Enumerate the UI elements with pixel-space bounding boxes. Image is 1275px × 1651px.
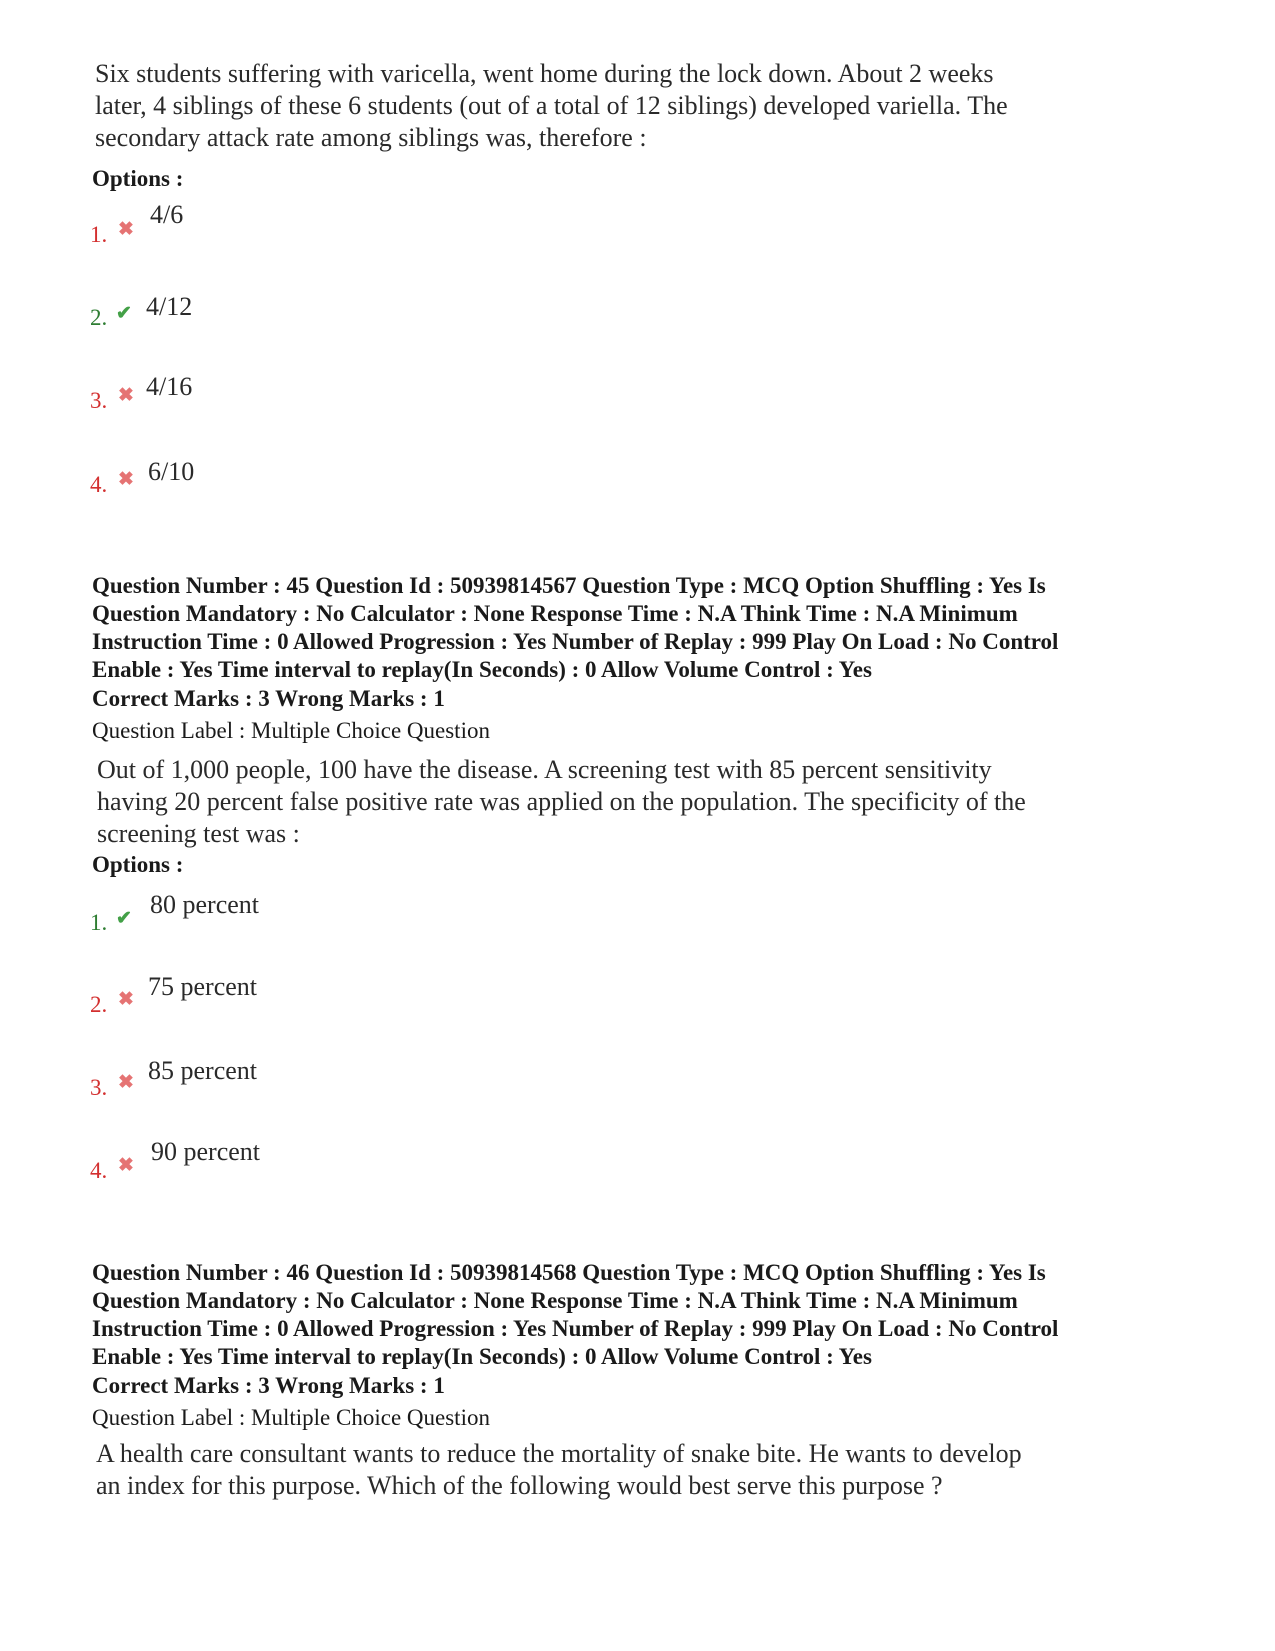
wrong-mark-icon: ✖ [118, 1072, 134, 1093]
option-text: 4/16 [146, 372, 193, 401]
wrong-mark-icon: ✖ [118, 219, 134, 240]
option-number: 3. [90, 388, 108, 413]
option-number: 2. [90, 305, 108, 330]
wrong-mark-icon: ✖ [118, 989, 134, 1010]
option-text: 4/6 [150, 200, 184, 229]
question-label: Question Label : Multiple Choice Question [92, 1405, 490, 1430]
option-number: 1. [90, 222, 108, 247]
option-number: 4. [90, 472, 108, 497]
option-text: 90 percent [151, 1137, 261, 1166]
question-stem: Six students suffering with varicella, went home during the lock down. About 2 weeks later, 4 siblings of these 6 students (out of a total of 12 siblings) developed variella. The secondary attack rate among siblings was, therefore : [95, 59, 1008, 152]
options-heading: Options : [92, 166, 184, 191]
question-meta: Question Number : 45 Question Id : 50939814567 Question Type : MCQ Option Shuffling : Yes Is Question Mandatory : No Calculator : None Response Time : N.A Think Time : N.A Minimum Instruction Time : 0 Allowed Progression : Yes Number of Replay : 999 Play On Load : No Control Enable : Yes Time interval to replay(In Seconds) : 0 Allow Volume Control : Yes [92, 573, 1059, 682]
option-number: 2. [90, 992, 108, 1017]
question-stem: Out of 1,000 people, 100 have the disease. A screening test with 85 percent sensitivity having 20 percent false positive rate was applied on the population. The specificity of the screening test was : [97, 755, 1026, 848]
option-number: 3. [90, 1075, 108, 1100]
correct-mark-icon: ✔ [116, 908, 132, 929]
wrong-mark-icon: ✖ [118, 385, 134, 406]
option-text: 4/12 [146, 292, 193, 321]
question-stem: A health care consultant wants to reduce the mortality of snake bite. He wants to develop an index for this purpose. Which of the following would best serve this purpose ? [96, 1439, 1022, 1500]
marks-info: Correct Marks : 3 Wrong Marks : 1 [92, 686, 445, 711]
question-label: Question Label : Multiple Choice Question [92, 718, 490, 743]
wrong-mark-icon: ✖ [118, 1155, 134, 1176]
options-heading: Options : [92, 852, 184, 877]
wrong-mark-icon: ✖ [118, 469, 134, 490]
question-meta: Question Number : 46 Question Id : 50939814568 Question Type : MCQ Option Shuffling : Yes Is Question Mandatory : No Calculator : None Response Time : N.A Think Time : N.A Minimum Instruction Time : 0 Allowed Progression : Yes Number of Replay : 999 Play On Load : No Control Enable : Yes Time interval to replay(In Seconds) : 0 Allow Volume Control : Yes [92, 1260, 1059, 1369]
option-number: 1. [90, 910, 108, 935]
option-text: 80 percent [150, 890, 260, 919]
marks-info: Correct Marks : 3 Wrong Marks : 1 [92, 1373, 445, 1398]
option-text: 75 percent [148, 972, 258, 1001]
option-text: 6/10 [148, 457, 195, 486]
option-text: 85 percent [148, 1056, 258, 1085]
option-number: 4. [90, 1158, 108, 1183]
correct-mark-icon: ✔ [116, 303, 132, 324]
